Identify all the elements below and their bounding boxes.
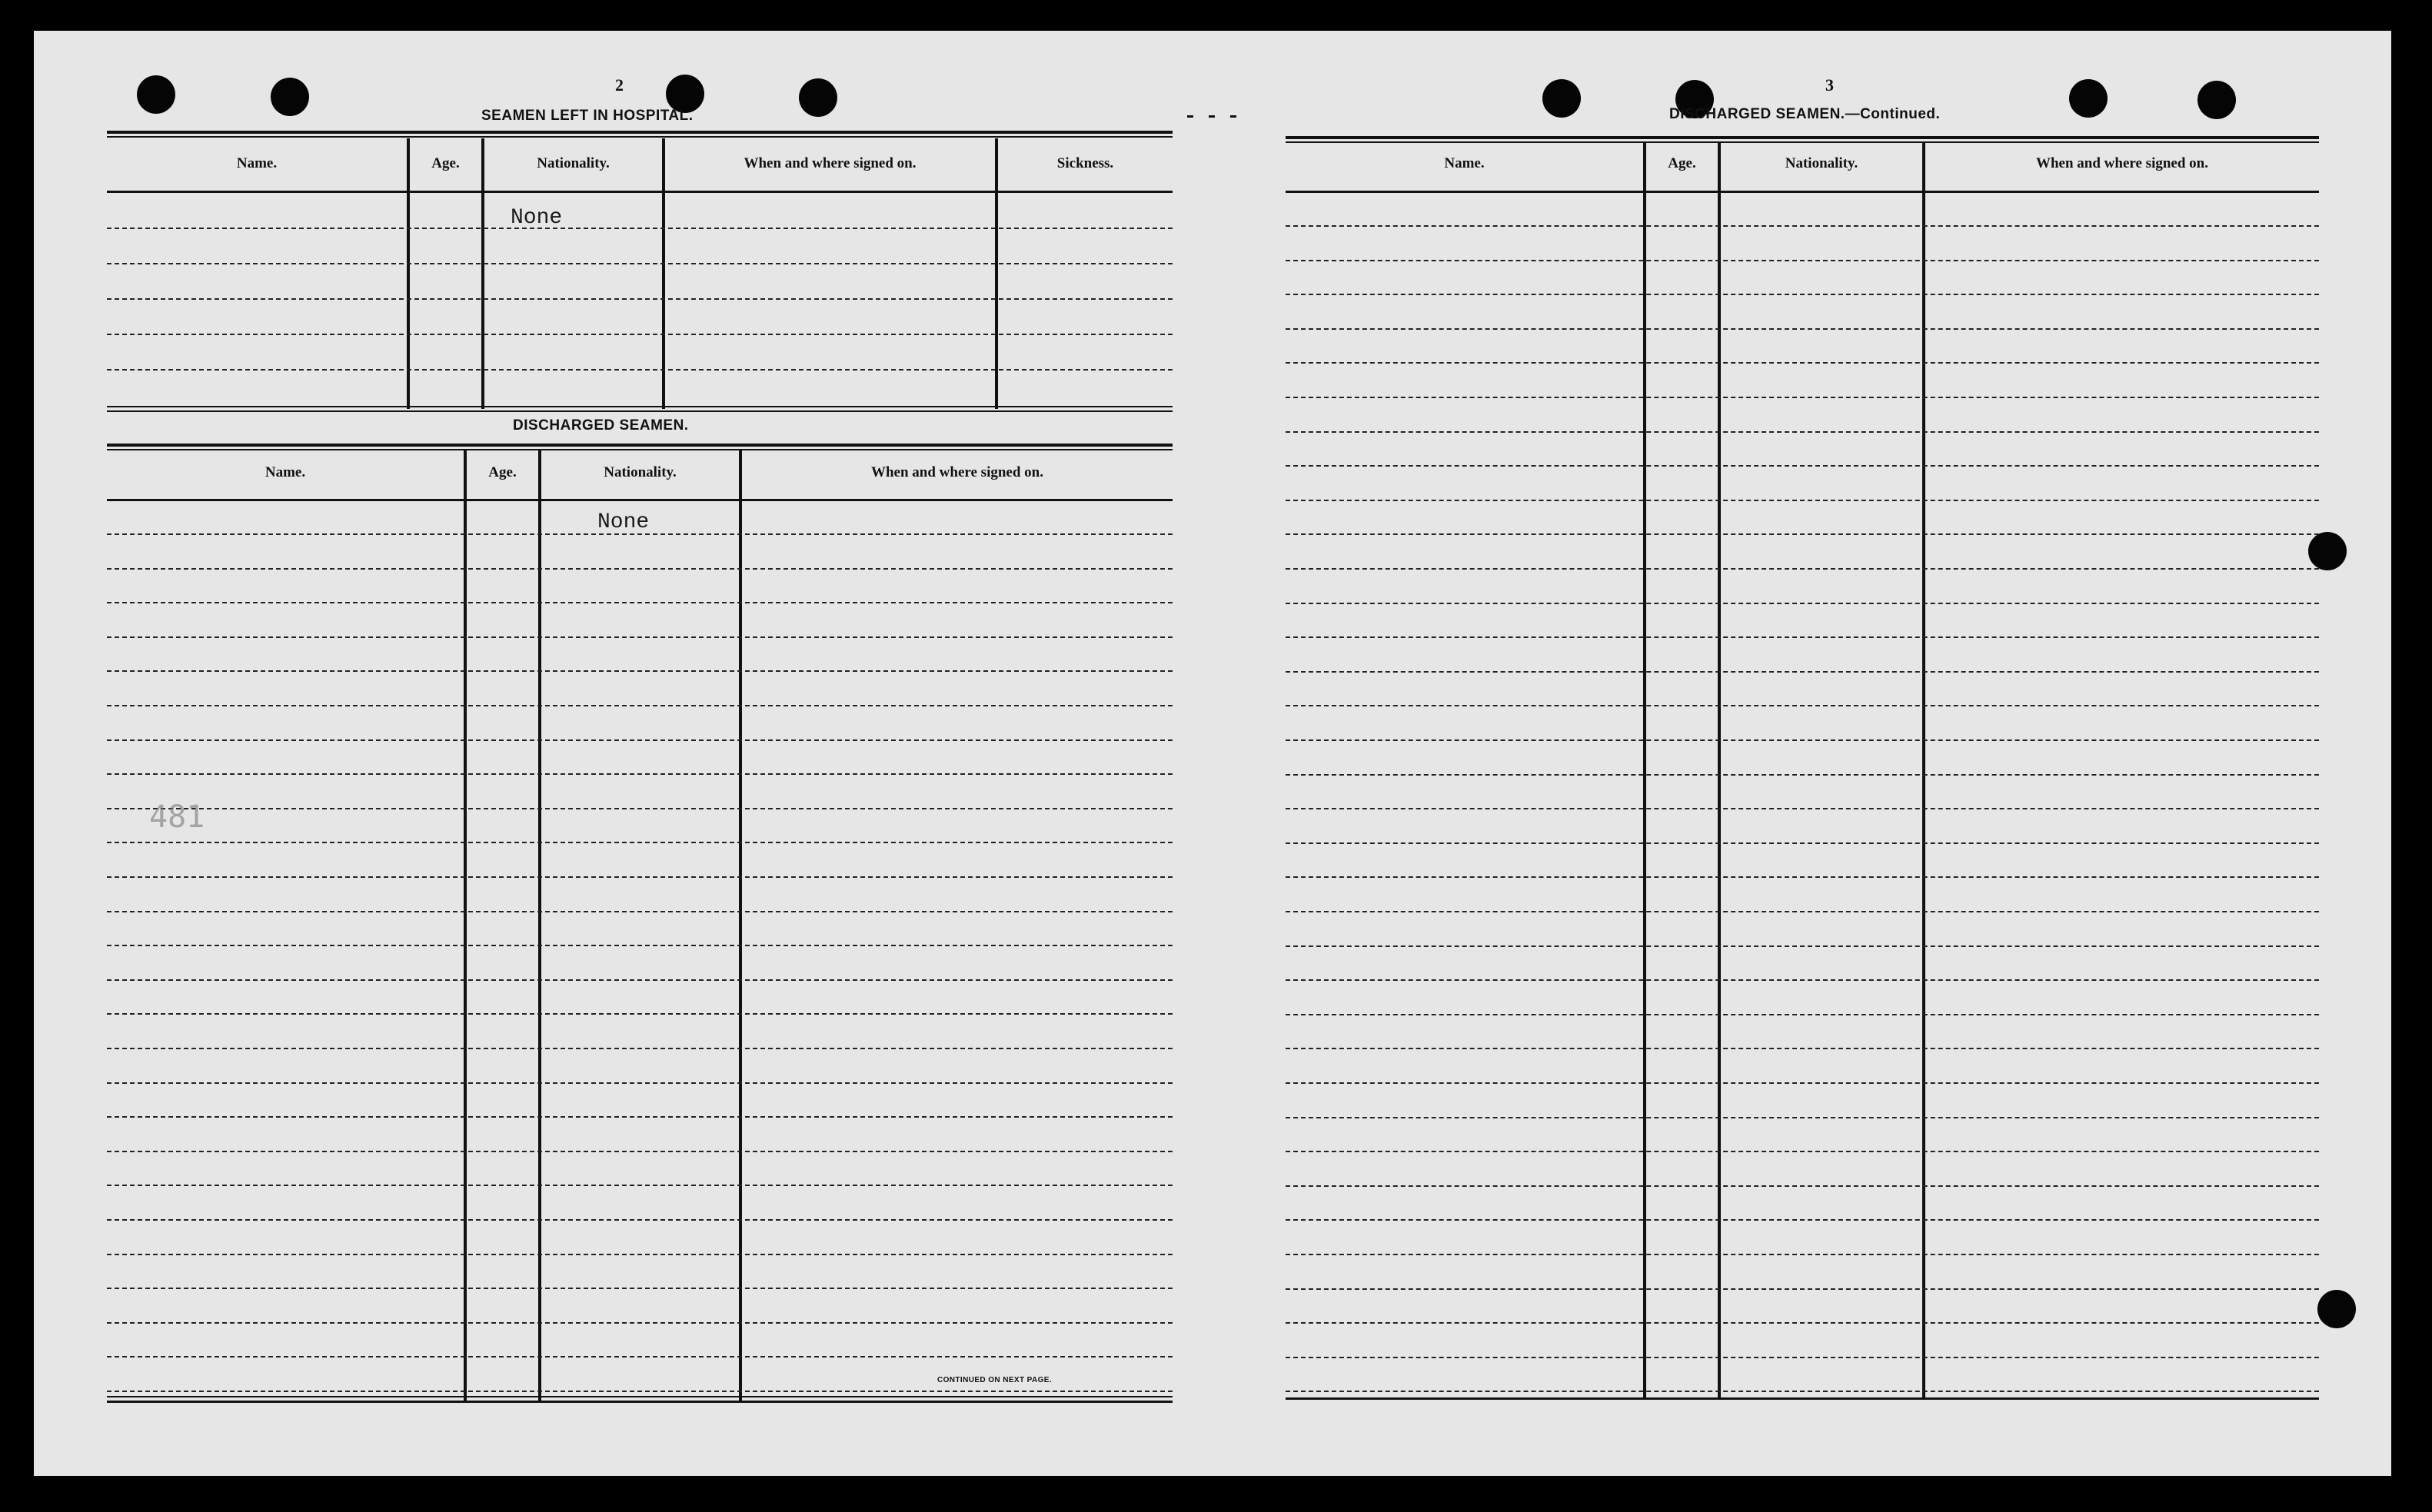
row-line xyxy=(1286,500,2319,501)
hospital-bottom-rule xyxy=(107,406,1173,407)
hospital-row-line xyxy=(107,334,1173,335)
hospital-section-title: SEAMEN LEFT IN HOSPITAL. xyxy=(481,108,694,124)
row-line xyxy=(107,1116,1173,1118)
row-line xyxy=(1286,671,2319,673)
row-line xyxy=(1286,1048,2319,1049)
discharged-header-nationality: Nationality. xyxy=(604,464,677,480)
hospital-header-signed: When and where signed on. xyxy=(744,155,917,171)
row-line xyxy=(1286,1117,2319,1118)
row-line xyxy=(107,808,1173,809)
row-line xyxy=(107,1048,1173,1049)
hospital-header-nationality: Nationality. xyxy=(537,155,610,171)
row-line xyxy=(107,1356,1173,1357)
discharged-header-rule xyxy=(107,499,1173,501)
row-line xyxy=(1286,705,2319,706)
right-top-rule xyxy=(1286,136,2319,139)
hospital-header-age: Age. xyxy=(431,155,460,171)
row-line xyxy=(1286,1391,2319,1392)
right-col-divider xyxy=(1643,143,1646,1397)
row-line xyxy=(1286,431,2319,433)
hospital-top-rule-2 xyxy=(107,136,1173,138)
row-line xyxy=(107,1322,1173,1324)
discharged-header-age: Age. xyxy=(488,464,517,480)
discharged-header-signed: When and where signed on. xyxy=(870,464,1043,480)
row-line xyxy=(1286,1151,2319,1152)
row-line xyxy=(1286,842,2319,844)
page-number: 3 xyxy=(1825,75,1834,95)
discharged-top-rule-2 xyxy=(107,449,1173,450)
row-line xyxy=(1286,911,2319,912)
row-line xyxy=(107,1219,1173,1221)
discharged-continued-title: DISCHARGED SEAMEN.—Continued. xyxy=(1669,106,1941,122)
discharged-header-name: Name. xyxy=(264,464,306,480)
right-header-nationality: Nationality. xyxy=(1785,155,1858,171)
fold-mark xyxy=(1209,115,1215,118)
row-line xyxy=(1286,1185,2319,1187)
hospital-row-line xyxy=(107,298,1173,300)
row-line xyxy=(1286,225,2319,227)
row-line xyxy=(1286,1219,2319,1221)
row-line xyxy=(1286,945,2319,947)
row-line xyxy=(107,533,1173,535)
discharged-col-divider xyxy=(739,450,742,1402)
row-line xyxy=(107,1185,1173,1186)
row-line xyxy=(1286,328,2319,330)
row-line xyxy=(1286,362,2319,364)
discharged-col-divider xyxy=(538,450,541,1402)
row-line xyxy=(1286,397,2319,398)
row-line xyxy=(1286,636,2319,638)
row-line xyxy=(107,705,1173,706)
row-line xyxy=(107,1288,1173,1289)
right-top-rule-2 xyxy=(1286,141,2319,143)
right-bottom-rule xyxy=(1286,1397,2319,1400)
discharged-top-rule xyxy=(107,444,1173,447)
hospital-nationality-entry: None xyxy=(511,206,563,230)
row-line xyxy=(1286,465,2319,467)
row-line xyxy=(107,1254,1173,1255)
row-line xyxy=(1286,568,2319,570)
discharged-section-title: DISCHARGED SEAMEN. xyxy=(513,417,689,434)
row-line xyxy=(1286,294,2319,295)
discharged-bottom-rule-2 xyxy=(107,1401,1173,1403)
row-line xyxy=(1286,1082,2319,1084)
row-line xyxy=(1286,1288,2319,1290)
hospital-row-line xyxy=(107,263,1173,264)
row-line xyxy=(1286,774,2319,776)
row-line xyxy=(107,1082,1173,1084)
row-line xyxy=(1286,1254,2319,1255)
row-line xyxy=(107,1013,1173,1015)
row-line xyxy=(1286,739,2319,741)
row-line xyxy=(107,602,1173,603)
row-line xyxy=(1286,808,2319,809)
row-line xyxy=(1286,876,2319,878)
row-line xyxy=(107,911,1173,912)
row-line xyxy=(107,842,1173,843)
page-number: 2 xyxy=(615,75,624,95)
hospital-header-name: Name. xyxy=(236,155,278,171)
row-line xyxy=(1286,979,2319,981)
row-line xyxy=(1286,260,2319,261)
fold-mark xyxy=(1187,115,1193,118)
row-line xyxy=(107,1391,1173,1392)
row-line xyxy=(107,876,1173,878)
right-col-divider xyxy=(1718,143,1721,1397)
hospital-row-line xyxy=(107,369,1173,371)
discharged-col-divider xyxy=(464,450,467,1402)
row-line xyxy=(107,636,1173,638)
hospital-top-rule xyxy=(107,131,1173,134)
hospital-header-rule xyxy=(107,191,1173,193)
row-line xyxy=(1286,603,2319,604)
right-header-age: Age. xyxy=(1668,155,1696,171)
right-header-name: Name. xyxy=(1444,155,1485,171)
row-line xyxy=(107,979,1173,981)
right-header-signed: When and where signed on. xyxy=(2035,155,2208,171)
row-line xyxy=(107,670,1173,672)
continued-note: CONTINUED ON NEXT PAGE. xyxy=(937,1376,1053,1384)
right-page xyxy=(1233,31,2391,1476)
row-line xyxy=(107,1151,1173,1152)
row-line xyxy=(107,739,1173,741)
right-header-rule xyxy=(1286,191,2319,193)
row-line xyxy=(1286,533,2319,535)
hospital-row-line xyxy=(107,228,1173,229)
row-line xyxy=(107,945,1173,946)
hospital-header-sickness: Sickness. xyxy=(1056,155,1114,171)
document-sheet xyxy=(34,31,2391,1476)
discharged-nationality-entry: None xyxy=(597,510,650,534)
row-line xyxy=(107,773,1173,775)
left-page xyxy=(34,31,1187,1476)
hospital-bottom-rule-2 xyxy=(107,410,1173,412)
row-line xyxy=(107,568,1173,570)
row-line xyxy=(1286,1014,2319,1015)
right-col-divider xyxy=(1922,143,1925,1397)
row-line xyxy=(1286,1357,2319,1358)
discharged-bottom-rule xyxy=(107,1396,1173,1397)
faded-stamp: 481 xyxy=(149,799,205,835)
row-line xyxy=(1286,1322,2319,1324)
